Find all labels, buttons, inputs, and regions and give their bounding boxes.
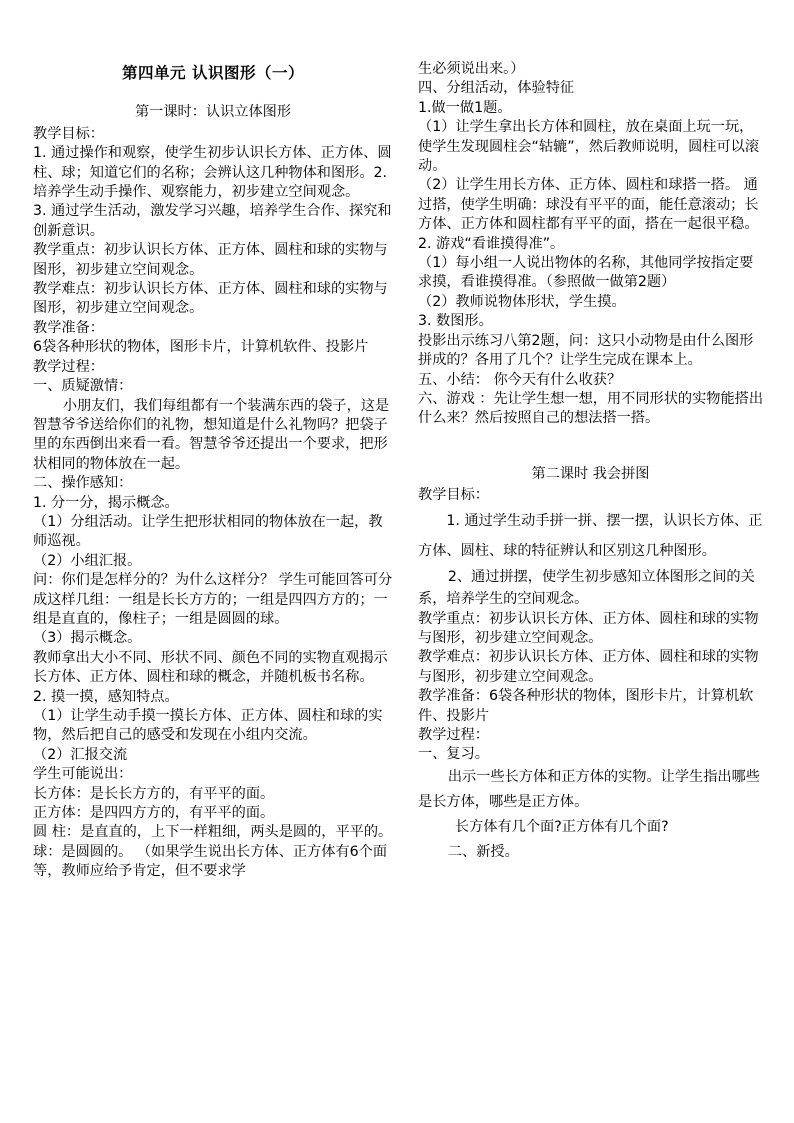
paragraph: 1.做一做1题。 <box>418 99 512 116</box>
paragraph: （1）让学生动手摸一摸长方体、正方体、圆柱和球的实物，然后把自己的感受和发现在小组内交流。 <box>33 708 383 744</box>
paragraph: 二、新授。 <box>447 843 519 860</box>
paragraph: 教学目标： <box>418 487 489 504</box>
paragraph: 教学重点：初步认识长方体、正方体、圆柱和球的实物与图形，初步建立空间观念。 <box>418 610 759 646</box>
paragraph: 3. 数图形。 <box>418 313 493 330</box>
paragraph: 6袋各种形状的物体，图形卡片，计算机软件、投影片 <box>33 339 369 356</box>
paragraph: 3. 通过学生活动，激发学习兴趣，培养学生合作、探究和创新意识。 <box>33 203 392 239</box>
paragraph: 教学过程： <box>33 358 104 375</box>
paragraph: 教学目标： <box>33 125 104 142</box>
paragraph: 1. 通过学生动手拼一拼、摆一摆，认识长方体、正方体、圆柱、球的特征辨认和区别这几种图形。 <box>418 512 763 559</box>
paragraph: 教学难点：初步认识长方体、正方体、圆柱和球的实物与图形，初步建立空间观念。 <box>33 281 388 317</box>
lesson1-title: 第一课时：认识立体图形 <box>134 104 292 121</box>
paragraph: （1）每小组一人说出物体的名称，其他同学按指定要求摸，看谁摸得准。（参照做一做第2题） <box>418 255 754 291</box>
left-column <box>33 60 393 882</box>
paragraph: 圆 柱：是直直的，上下一样粗细，两头是圆的，平平的。 球：是圆圆的。 （如果学生说出长方体、正方体有6个面等，教师应给予肯定，但不要求学 <box>33 824 393 880</box>
paragraph: 教学重点：初步认识长方体、正方体、圆柱和球的实物与图形，初步建立空间观念。 <box>33 242 388 278</box>
paragraph: 1. 通过操作和观察，使学生初步认识长方体、正方体、圆柱、球；知道它们的名称；会辨认这几种物体和图形。2. 培养学生动手操作、观察能力，初步建立空间观念。 <box>33 145 392 201</box>
paragraph: 生必须说出来。） <box>418 61 525 77</box>
paragraph: 2. 游戏“看谁摸得准”。 <box>418 235 565 252</box>
paragraph: 小朋友们，我们每组都有一个装满东西的袋子，这是智慧爷爷送给你们的礼物，想知道是什么礼物吗？把袋子里的东西倒出来看一看。智慧爷爷还提出一个要求，把形状相同的物体放在一起。 <box>33 397 390 472</box>
paragraph: （3）揭示概念。 <box>33 630 142 647</box>
paragraph: （2）教师说物体形状，学生摸。 <box>418 293 626 310</box>
paragraph: 五、小结： 你今天有什么收获？ <box>418 371 622 388</box>
paragraph: 问：你们是怎样分的？为什么这样分？ 学生可能回答可分成这样几组：一组是长长方方的；一组是四四方方的；一组是直直的，像柱子；一组是圆圆的球。 <box>33 572 393 627</box>
paragraph: （2）汇报交流 <box>33 746 128 763</box>
section-spacer <box>418 429 763 465</box>
paragraph: 教学准备：6袋各种形状的物体，图形卡片，计算机软件、投影片 <box>418 688 754 724</box>
paragraph: 长方体有几个面?正方体有几个面? <box>454 818 669 835</box>
paragraph: 长方体：是长长方方的，有平平的面。 <box>33 785 275 802</box>
paragraph: 学生可能说出： <box>33 766 133 783</box>
paragraph: 教学准备： <box>33 319 104 336</box>
paragraph: 投影出示练习八第2题，问：这只小动物是由什么图形拼成的？各用了几个？让学生完成在课本上。 <box>418 332 754 369</box>
paragraph: 四、分组活动，体验特征 <box>418 80 575 97</box>
paragraph: 2. 摸一摸，感知特点。 <box>33 688 179 705</box>
paragraph: 六、游戏 ：先让学生想一想，用不同形状的实物能搭出什么来？然后按照自己的想法搭一搭。 <box>418 390 764 427</box>
paragraph: 一、质疑激情： <box>33 378 133 395</box>
paragraph: （2）小组汇报。 <box>33 552 142 569</box>
paragraph: 正方体：是四四方方的，有平平的面。 <box>33 805 275 822</box>
paragraph: 2、通过拼摆，使学生初步感知立体图形之间的关系，培养学生的空间观念。 <box>418 568 755 607</box>
paragraph: （2）让学生用长方体、正方体、圆柱和球搭一搭。 通过搭，使学生明确：球没有平平的面，能任意滚动；长方体、正方体和圆柱都有平平的面，搭在一起很平稳。 <box>418 177 759 233</box>
paragraph: 教师拿出大小不同、形状不同、颜色不同的实物直观揭示长方体、正方体、圆柱和球的概念，并随机板书名称。 <box>33 649 388 686</box>
paragraph: 教学过程： <box>418 726 489 743</box>
paragraph: （1）让学生拿出长方体和圆柱，放在桌面上玩一玩，使学生发现圆柱会“轱辘”，然后教师说明，圆柱可以滚动。 <box>418 119 760 175</box>
paragraph: 一、复习。 <box>418 746 489 763</box>
paragraph: 教学难点：初步认识长方体、正方体、圆柱和球的实物与图形，初步建立空间观念。 <box>418 649 759 685</box>
paragraph: 1. 分一分，揭示概念。 <box>33 494 179 511</box>
unit-title: 第四单元 认识图形（一） <box>122 64 304 82</box>
lesson2-title: 第二课时 我会拼图 <box>531 465 650 482</box>
right-column <box>418 60 763 865</box>
paragraph: 出示一些长方体和正方体的实物。让学生指出哪些是长方体，哪些是正方体。 <box>418 768 760 810</box>
paragraph: 二、操作感知： <box>33 475 133 492</box>
paragraph: （1）分组活动。让学生把形状相同的物体放在一起，教师巡视。 <box>33 513 383 550</box>
